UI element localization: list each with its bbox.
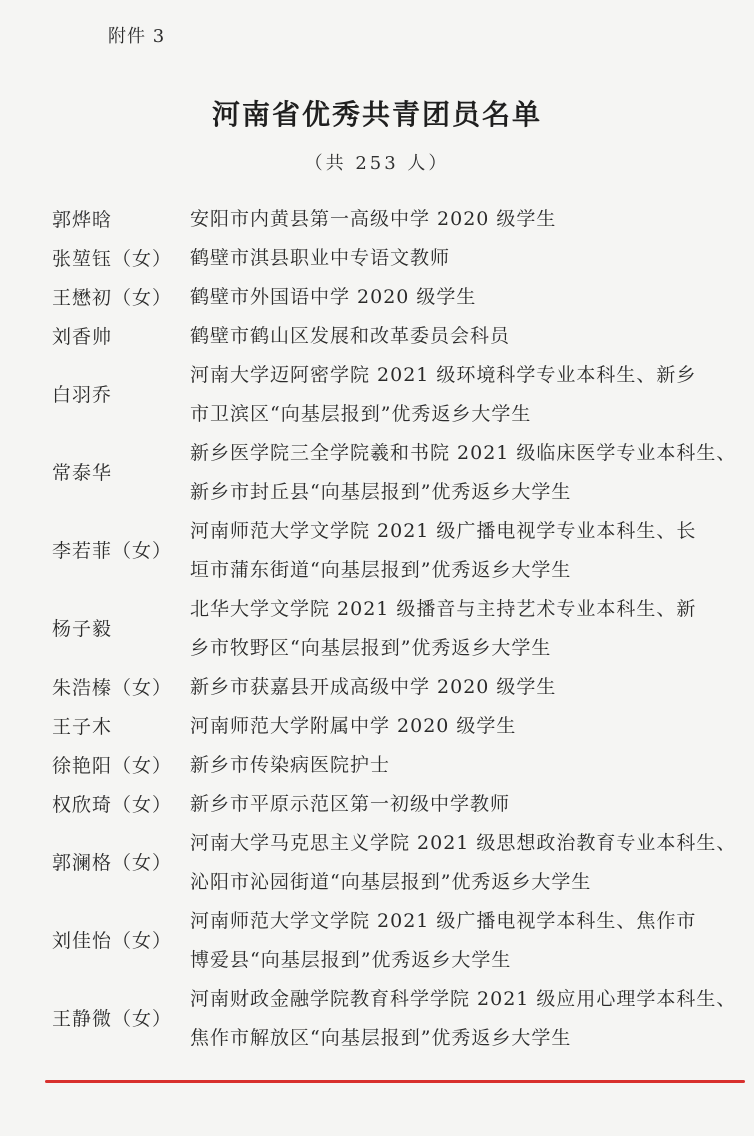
- member-name: 王子木: [52, 715, 113, 738]
- member-description-line: 沁阳市沁园街道“向基层报到”优秀返乡大学生: [190, 871, 592, 893]
- member-description-line: 河南财政金融学院教育科学学院 2021 级应用心理学本科生、: [190, 988, 737, 1010]
- member-description: [190, 200, 730, 239]
- member-name: 权欣琦（女）: [52, 793, 173, 816]
- member-description-line: 河南师范大学文学院 2021 级广播电视学本科生、焦作市: [190, 910, 697, 932]
- member-description: [190, 980, 737, 1058]
- member-name: 刘佳怡（女）: [52, 930, 173, 952]
- member-name: 郭澜格（女）: [52, 852, 173, 874]
- member-description: [190, 785, 730, 824]
- member-entry: [0, 902, 754, 980]
- member-description: [190, 317, 730, 356]
- member-description: [190, 278, 730, 317]
- member-entry: [0, 746, 754, 785]
- member-description-line: 河南师范大学文学院 2021 级广播电视学专业本科生、长: [190, 520, 697, 542]
- member-description-line: 新乡市获嘉县开成高级中学 2020 级学生: [190, 676, 557, 698]
- member-entry: [0, 668, 754, 707]
- member-entry: [0, 590, 754, 668]
- member-entry: [0, 980, 754, 1058]
- document-title: 河南省优秀共青团员名单: [211, 98, 542, 131]
- member-description-line: 乡市牧野区“向基层报到”优秀返乡大学生: [190, 637, 552, 659]
- member-description-line: 河南师范大学附属中学 2020 级学生: [190, 715, 517, 737]
- member-description: [190, 707, 730, 746]
- member-description-line: 垣市蒲东街道“向基层报到”优秀返乡大学生: [190, 559, 572, 581]
- member-description-line: 鹤壁市淇县职业中专语文教师: [190, 247, 451, 269]
- member-description: [190, 356, 730, 434]
- member-description-line: 焦作市解放区“向基层报到”优秀返乡大学生: [190, 1027, 572, 1049]
- member-description: [190, 239, 730, 278]
- member-name: 张堃钰（女）: [52, 247, 173, 270]
- member-entry: [0, 512, 754, 590]
- member-description-line: 新乡市平原示范区第一初级中学教师: [190, 793, 511, 815]
- member-description-line: 新乡市封丘县“向基层报到”优秀返乡大学生: [190, 481, 572, 503]
- member-description: [190, 512, 730, 590]
- member-description: [190, 746, 730, 785]
- member-description: [190, 902, 730, 980]
- member-entry: [0, 785, 754, 824]
- member-description-line: 新乡医学院三全学院羲和书院 2021 级临床医学专业本科生、: [190, 442, 737, 464]
- attachment-label: 附件 3: [108, 26, 166, 47]
- member-description-line: 市卫滨区“向基层报到”优秀返乡大学生: [190, 403, 532, 425]
- member-description-line: 鹤壁市外国语中学 2020 级学生: [190, 286, 477, 308]
- member-description-line: 新乡市传染病医院护士: [190, 754, 391, 776]
- member-name: 刘香帅: [52, 325, 113, 348]
- member-name: 郭烨晗: [52, 208, 113, 231]
- member-description-line: 鹤壁市鹤山区发展和改革委员会科员: [190, 325, 511, 347]
- member-entry: [0, 824, 754, 902]
- member-description: [190, 668, 730, 707]
- member-count: （共 253 人）: [304, 153, 450, 174]
- member-name: 杨子毅: [52, 618, 113, 640]
- member-name: 王静微（女）: [52, 1008, 173, 1030]
- member-entry: [0, 239, 754, 278]
- member-description-line: 安阳市内黄县第一高级中学 2020 级学生: [190, 208, 557, 230]
- member-name: 王懋初（女）: [52, 286, 173, 309]
- member-entry: [0, 317, 754, 356]
- member-name: 白羽乔: [52, 384, 113, 406]
- member-description: [190, 434, 737, 512]
- member-name: 常泰华: [52, 462, 113, 484]
- member-entry: [0, 434, 754, 512]
- member-description-line: 河南大学马克思主义学院 2021 级思想政治教育专业本科生、: [190, 832, 737, 854]
- red-divider-line: [45, 1080, 745, 1083]
- member-entry: [0, 200, 754, 239]
- member-name: 朱浩榛（女）: [52, 676, 173, 699]
- member-entry: [0, 278, 754, 317]
- member-description: [190, 824, 737, 902]
- member-description-line: 博爱县“向基层报到”优秀返乡大学生: [190, 949, 512, 971]
- member-description: [190, 590, 730, 668]
- member-name: 徐艳阳（女）: [52, 754, 173, 777]
- member-entry: [0, 707, 754, 746]
- member-description-line: 河南大学迈阿密学院 2021 级环境科学专业本科生、新乡: [190, 364, 697, 386]
- member-entry: [0, 356, 754, 434]
- member-description-line: 北华大学文学院 2021 级播音与主持艺术专业本科生、新: [190, 598, 697, 620]
- member-name: 李若菲（女）: [52, 540, 173, 562]
